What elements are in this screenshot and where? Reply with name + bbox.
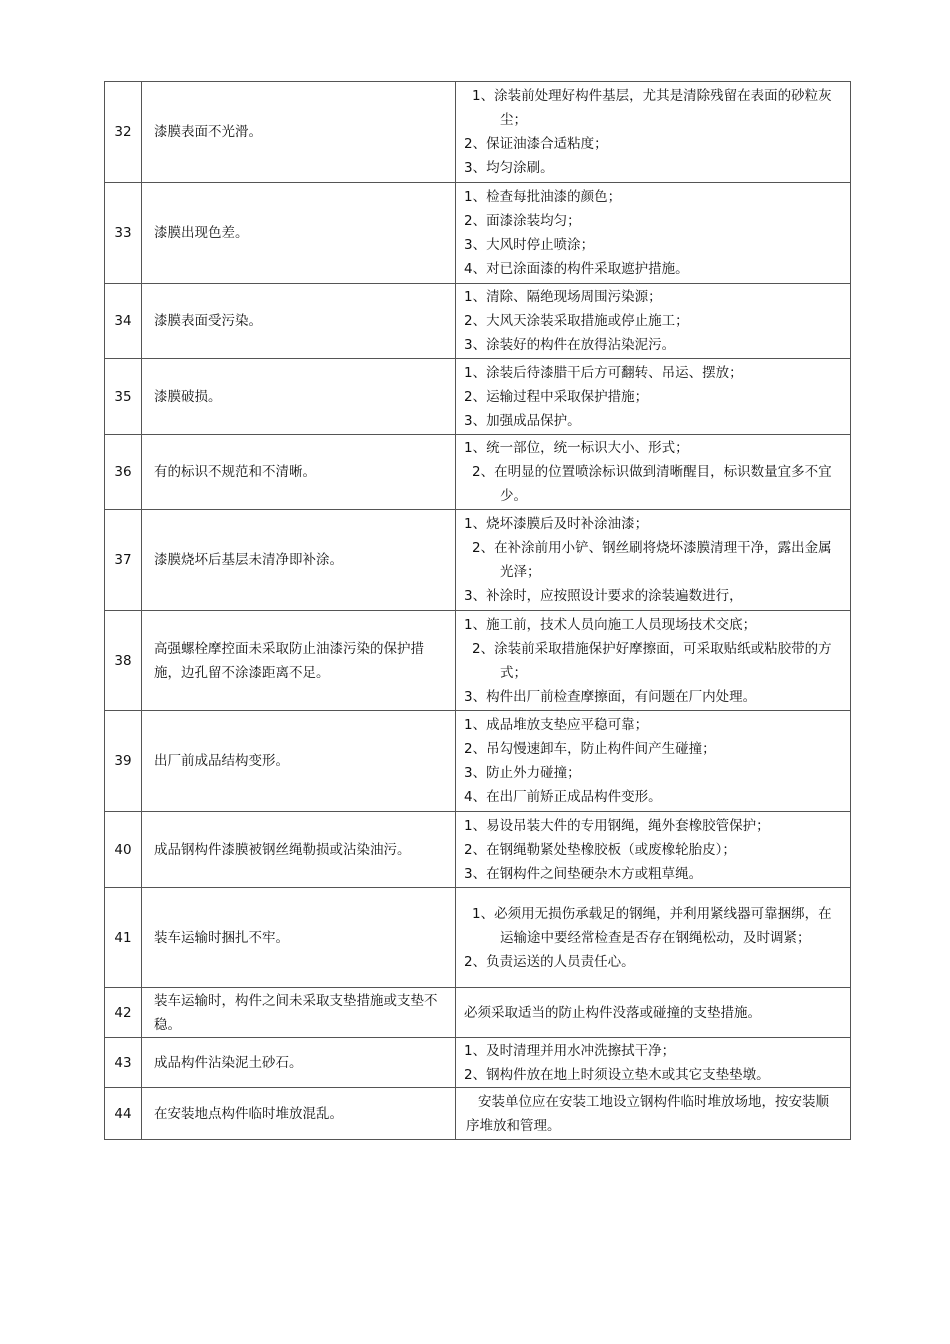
row-number: 39 xyxy=(105,711,142,812)
measure-item: 2、大风天涂装采取措施或停止施工； xyxy=(464,313,689,329)
problem-cell: 漆膜破损。 xyxy=(142,359,456,435)
measure-item: 3、加强成品保护。 xyxy=(464,412,581,429)
problem-cell: 成品构件沾染泥土砂石。 xyxy=(142,1038,456,1088)
measure-item: 4、对已涂面漆的构件采取遮护措施。 xyxy=(464,261,689,277)
measure-item: 1、清除、隔绝现场周围污染源； xyxy=(464,289,662,305)
row-number: 40 xyxy=(105,812,142,888)
table-row xyxy=(105,988,851,1038)
problem-cell: 有的标识不规范和不清晰。 xyxy=(142,435,456,510)
row-number: 35 xyxy=(105,359,142,435)
measure-item: 3、涂装好的构件在放得沾染泥污。 xyxy=(464,337,676,353)
table-row xyxy=(105,888,851,988)
measure-item: 3、大风时停止喷涂； xyxy=(464,237,595,253)
measure-item: 3、补涂时，应按照设计要求的涂装遍数进行， xyxy=(464,588,743,604)
problem-cell: 高强螺栓摩控面未采取防止油漆污染的保护措施，边孔留不涂漆距离不足。 xyxy=(142,611,456,711)
row-number: 43 xyxy=(105,1038,142,1088)
problem-cell: 出厂前成品结构变形。 xyxy=(142,711,456,812)
problem-cell: 装车运输时捆扎不牢。 xyxy=(142,888,456,988)
measures-cell xyxy=(456,82,851,183)
table-row xyxy=(105,183,851,284)
measure-item: 2、负责运送的人员责任心。 xyxy=(464,953,635,970)
problem-cell: 漆膜表面不光滑。 xyxy=(142,82,456,183)
quality-table xyxy=(104,81,851,1140)
measure-item: 1、统一部位，统一标识大小、形式； xyxy=(464,440,689,456)
measure-item: 2、面漆涂装均匀； xyxy=(464,213,581,229)
measure-item: 2、保证油漆合适粘度； xyxy=(464,136,608,152)
measures-cell xyxy=(456,812,851,888)
table-row xyxy=(105,82,851,183)
measure-item: 3、均匀涂刷。 xyxy=(464,160,554,176)
table-row xyxy=(105,1088,851,1140)
table-row xyxy=(105,359,851,435)
measure-item: 2、吊勾慢速卸车，防止构件间产生碰撞； xyxy=(464,741,716,757)
row-number: 32 xyxy=(105,82,142,183)
measure-item: 2、钢构件放在地上时须设立垫木或其它支垫垫墩。 xyxy=(464,1066,770,1083)
measure-item: 2、在钢绳勒紧处垫橡胶板（或废橡轮胎皮）； xyxy=(464,841,736,858)
measure-item: 1、必须用无损伤承载足的钢绳，并利用紧线器可靠捆绑，在运输途中要经常检查是否存在钢绳松动，及时调紧； xyxy=(472,905,832,946)
measure-item: 1、及时清理并用水冲洗擦拭干净； xyxy=(464,1042,676,1059)
measure-item: 1、施工前，技术人员向施工人员现场技术交底； xyxy=(464,616,757,633)
table-row xyxy=(105,510,851,611)
measure-item: 2、涂装前采取措施保护好摩擦面，可采取贴纸或粘胶带的方式； xyxy=(472,640,832,681)
measure-item: 必须采取适当的防止构件没落或碰撞的支垫措施。 xyxy=(464,1004,761,1021)
measures-cell xyxy=(456,359,851,435)
measures-cell xyxy=(456,284,851,359)
table-row xyxy=(105,812,851,888)
problem-cell: 漆膜出现色差。 xyxy=(142,183,456,284)
problem-cell: 漆膜表面受污染。 xyxy=(142,284,456,359)
measure-item: 1、易设吊装大件的专用钢绳，绳外套橡胶管保护； xyxy=(464,817,770,834)
measures-cell xyxy=(456,888,851,988)
table-row xyxy=(105,711,851,812)
row-number: 36 xyxy=(105,435,142,510)
measure-item: 1、烧坏漆膜后及时补涂油漆； xyxy=(464,516,649,532)
row-number: 38 xyxy=(105,611,142,711)
row-number: 42 xyxy=(105,988,142,1038)
measure-item: 1、成品堆放支垫应平稳可靠； xyxy=(464,717,649,733)
problem-cell: 在安装地点构件临时堆放混乱。 xyxy=(142,1088,456,1140)
measure-item: 1、涂装前处理好构件基层，尤其是清除残留在表面的砂粒灰尘； xyxy=(472,88,832,128)
measures-cell xyxy=(456,183,851,284)
measures-cell xyxy=(456,711,851,812)
measures-cell xyxy=(456,611,851,711)
measure-item: 2、在明显的位置喷涂标识做到清晰醒目，标识数量宜多不宜少。 xyxy=(472,464,832,504)
measure-item: 2、在补涂前用小铲、钢丝刷将烧坏漆膜清理干净，露出金属光泽； xyxy=(472,540,832,580)
measure-item: 4、在出厂前矫正成品构件变形。 xyxy=(464,789,662,805)
table-row xyxy=(105,1038,851,1088)
measures-cell xyxy=(456,1088,851,1140)
measures-cell xyxy=(456,510,851,611)
row-number: 41 xyxy=(105,888,142,988)
measure-item: 3、在钢构件之间垫硬杂木方或粗草绳。 xyxy=(464,865,703,882)
measures-cell xyxy=(456,1038,851,1088)
problem-cell: 装车运输时，构件之间未采取支垫措施或支垫不稳。 xyxy=(142,988,456,1038)
measure-item: 3、构件出厂前检查摩擦面，有问题在厂内处理。 xyxy=(464,688,757,705)
problem-cell: 成品钢构件漆膜被钢丝绳勒损或沾染油污。 xyxy=(142,812,456,888)
measure-item: 2、运输过程中采取保护措施； xyxy=(464,388,649,405)
problem-cell: 漆膜烧坏后基层未清净即补涂。 xyxy=(142,510,456,611)
measure-item: 安装单位应在安装工地设立钢构件临时堆放场地，按安装顺序堆放和管理。 xyxy=(466,1093,829,1134)
measure-item: 1、检查每批油漆的颜色； xyxy=(464,189,622,205)
row-number: 33 xyxy=(105,183,142,284)
table-row xyxy=(105,435,851,510)
measure-item: 3、防止外力碰撞； xyxy=(464,765,581,781)
table-row xyxy=(105,611,851,711)
row-number: 34 xyxy=(105,284,142,359)
row-number: 37 xyxy=(105,510,142,611)
measures-cell xyxy=(456,988,851,1038)
measure-item: 1、涂装后待漆腊干后方可翻转、吊运、摆放； xyxy=(464,364,743,381)
row-number: 44 xyxy=(105,1088,142,1140)
measures-cell xyxy=(456,435,851,510)
table-row xyxy=(105,284,851,359)
